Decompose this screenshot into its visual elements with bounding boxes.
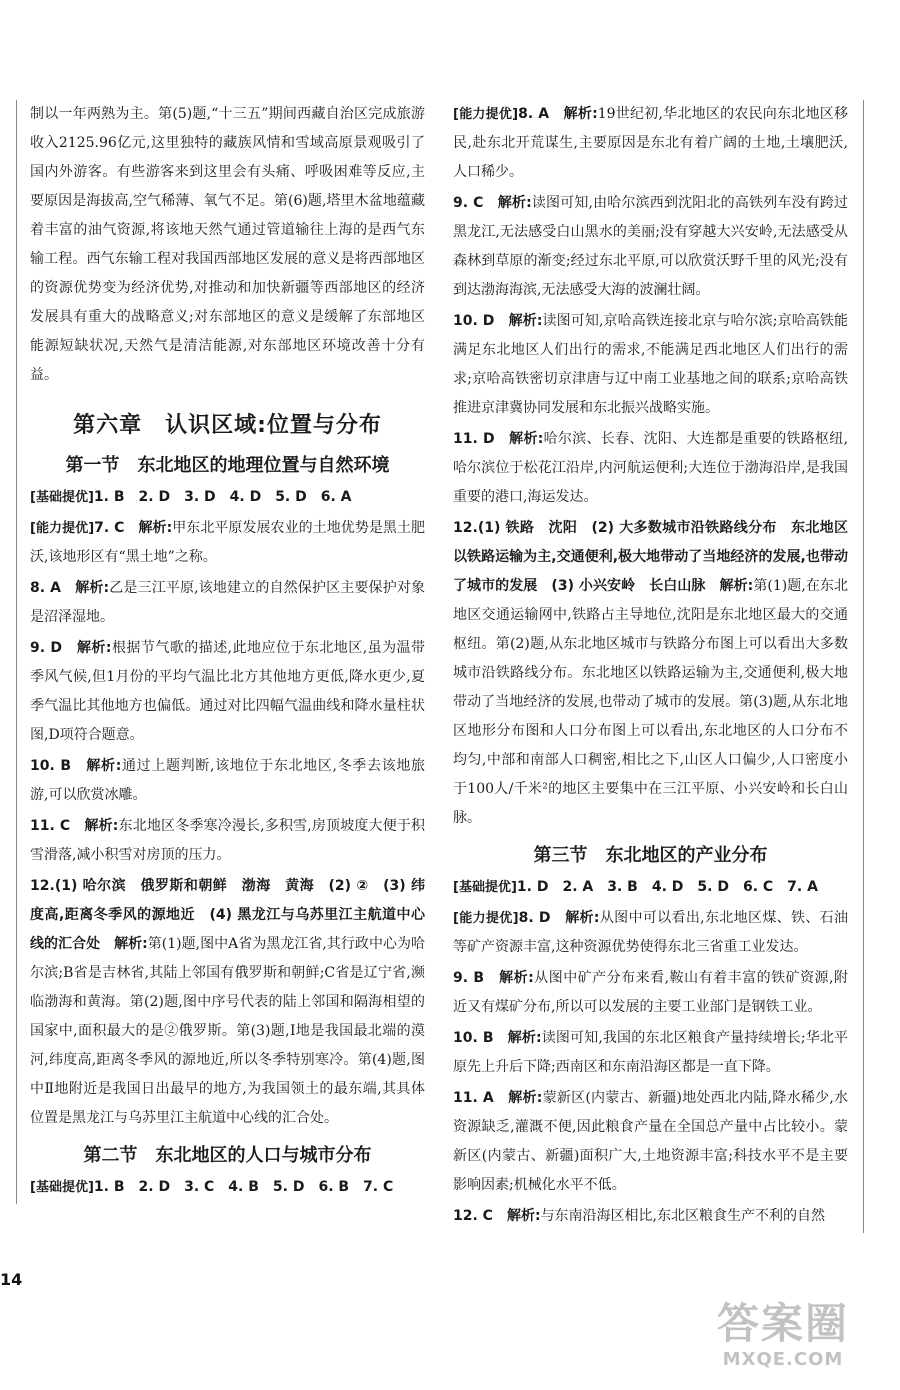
section-2-title: 第二节 东北地区的人口与城市分布: [83, 1145, 372, 1166]
section-1-title: 第一节 东北地区的地理位置与自然环境: [65, 455, 390, 476]
analysis-text: 通过上题判断,该地位于东北地区,冬季去该地旅游,可以欣赏冰雕。: [30, 758, 425, 803]
s1-basic-answers: [30, 483, 425, 512]
analysis-label: 解析:: [508, 313, 543, 329]
analysis-label: 解析:: [84, 818, 119, 834]
basic-tag: [ 基础提优 ]: [453, 880, 517, 895]
s3-question-9: [453, 964, 848, 1022]
question-number: 10. B: [453, 1030, 494, 1046]
section-3-title: 第三节 东北地区的产业分布: [533, 845, 768, 866]
s2-basic-answers: [30, 1173, 425, 1202]
analysis-text: 哈尔滨、长春、沈阳、大连都是重要的铁路枢纽,哈尔滨位于松花江沿岸,内河航运便利;大连位于渤海沿岸,是我国重要的港口,海运发达。: [453, 431, 849, 505]
ability-tag: [ 能力提优 ]: [453, 107, 518, 122]
s1-question-9: [30, 634, 425, 750]
s2-question-11: [453, 425, 848, 512]
analysis-text: 19世纪初,华北地区的农民向东北地区移民,赴东北开荒谋生,主要原因是东北有着广阔的土地,土壤肥沃,人口稀少。: [453, 106, 848, 180]
analysis-text: 甲东北平原发展农业的土地优势是黑土肥沃,该地形区有“黑土地”之称。: [30, 520, 426, 565]
question-number: 8. A: [518, 106, 550, 122]
question-number: 12. C: [453, 1208, 493, 1224]
s1-question-8: [30, 574, 425, 632]
analysis-label: 解析:: [509, 431, 544, 447]
s2-question-10: [453, 307, 848, 423]
question-number: 11. D: [453, 431, 495, 447]
question-number: 8. A: [30, 580, 61, 596]
analysis-text: 读图可知,京哈高铁连接北京与哈尔滨;京哈高铁能满足东北地区人们出行的需求,不能满足西北地区人们出行的需求;京哈高铁密切京津唐与辽中南工业基地之间的联系;京哈高铁推进京津冀协同发展和东北振兴战略实施。: [453, 313, 849, 416]
analysis-label: 解析:: [499, 970, 534, 986]
s2-question-8: [453, 100, 848, 187]
answer-list: 1. D 2. A 3. B 4. D 5. D 6. C 7. A: [516, 879, 818, 895]
s3-question-12: [453, 1202, 848, 1231]
question-number: 9. C: [453, 195, 484, 211]
analysis-label: 解析:: [563, 106, 598, 122]
question-number: 11. C: [30, 818, 71, 834]
question-number: 10. D: [453, 313, 495, 329]
analysis-text: 读图可知,由哈尔滨西到沈阳北的高铁列车没有跨过黑龙江,无法感受白山黑水的美丽;没有穿越大兴安岭,无法感受从森林到草原的渐变;经过东北平原,可以欣赏沃野千里的风光;没有到达渤海海滨,无法感受大海的波澜壮阔。: [453, 195, 848, 298]
analysis-text: 与东南沿海区相比,东北区粮食生产不利的自然: [540, 1208, 826, 1224]
analysis-text: 第(1)题,在东北地区交通运输网中,铁路占主导地位,沈阳是东北地区最大的交通枢纽。第(2)题,从东北地区城市与铁路分布图上可以看出大多数城市沿铁路线分布。东北地区以铁路运输为主,交通便利,极大地带动了当地经济的发展,也带动了城市的发展。第(3)题,从东北地区地形分布图和人口分布图上可以看出,东北地区的人口分布不均匀,中部和南部人口稠密,相比之下,山区人口偏少,人口密度小于100人/千米²的地区主要集中在三江平原、小兴安岭和长白山脉。: [453, 578, 848, 826]
ability-tag: [ 能力提优 ]: [30, 521, 94, 536]
question-number: 12.: [30, 878, 55, 894]
question-number: 9. B: [453, 970, 485, 986]
watermark-chinese: 答案圈: [716, 1299, 849, 1348]
right-column: [453, 100, 848, 1233]
basic-tag: [ 基础提优 ]: [30, 490, 94, 505]
s2-question-9: [453, 189, 848, 305]
chapter-title: 第六章 认识区域:位置与分布: [73, 413, 382, 438]
s2-question-12: [453, 514, 848, 833]
question-number: 9. D: [30, 640, 63, 656]
analysis-label: 解析:: [565, 910, 600, 926]
question-number: 8. D: [518, 910, 551, 926]
question-number: 10. B: [30, 758, 72, 774]
question-number: 12.: [453, 520, 478, 536]
analysis-text: 乙是三江平原,该地建立的自然保护区主要保护对象是沼泽湿地。: [30, 580, 425, 625]
s3-question-8: [453, 904, 848, 962]
s3-question-11: [453, 1084, 848, 1200]
watermark-logo: [688, 1300, 878, 1380]
analysis-label: 解析:: [506, 1208, 541, 1224]
analysis-label: 解析:: [76, 640, 112, 656]
analysis-label: 解析:: [719, 578, 754, 594]
basic-tag: [ 基础提优 ]: [30, 1180, 94, 1195]
analysis-text: 蒙新区(内蒙古、新疆)地处西北内陆,降水稀少,水资源缺乏,灌溉不便,因此粮食产量在全国总产量中占比较小。蒙新区(内蒙古、新疆)面积广大,土地资源丰富;科技水平不是主要影响因素;机械化水平不低。: [453, 1090, 849, 1193]
watermark-url: MXQE.COM: [722, 1349, 844, 1370]
question-number: 11. A: [453, 1090, 494, 1106]
intro-paragraph: 制以一年两熟为主。第(5)题,“十三五”期间西藏自治区完成旅游收入2125.96亿元,这里独特的藏族风情和雪域高原景观吸引了国内外游客。有些游客来到这里会有头痛、呼吸困难等反应,主要原因是海拔高,空气稀薄、氧气不足。第(6)题,塔里木盆地蕴藏着丰富的油气资源,将该地天然气通过管道输往上海的是西气东输工程。西气东输工程对我国西部地区发展的意义是将西部地区的资源优势变为经济优势,对推动和加快新疆等西部地区的经济发展具有重大的战略意义;对东部地区的意义是缓解了东部地区能源短缺状况,天然气是清洁能源,对东部地区环境改善十分有益。: [30, 106, 425, 383]
analysis-text: 读图可知,我国的东北区粮食产量持续增长;华北平原先上升后下降;西南区和东南沿海区都是一直下降。: [453, 1030, 848, 1075]
analysis-label: 解析:: [508, 1090, 543, 1106]
analysis-label: 解析:: [507, 1030, 542, 1046]
analysis-text: 第(1)题,图中A省为黑龙江省,其行政中心为哈尔滨;B省是吉林省,其陆上邻国有俄罗斯和朝鲜;C省是辽宁省,濒临渤海和黄海。第(2)题,图中序号代表的陆上邻国和隔海相望的国家中,面积最大的是②俄罗斯。第(3)题,Ⅰ地是我国最北端的漠河,纬度高,距离冬季风的源地近,所以冬季特别寒冷。第(4)题,图中Ⅱ地附近是我国日出最早的地方,为我国领土的最东端,其具体位置是黑龙江与乌苏里江主航道中心线的汇合处。: [30, 936, 426, 1126]
analysis-label: 解析:: [138, 520, 173, 536]
s1-question-11: [30, 812, 425, 870]
answer-list: 1. B 2. D 3. D 4. D 5. D 6. A: [93, 489, 352, 505]
analysis-label: 解析:: [114, 936, 148, 952]
s3-basic-answers: [453, 873, 848, 902]
ability-tag: [ 能力提优 ]: [453, 911, 519, 926]
s1-question-10: [30, 752, 425, 810]
analysis-label: 解析:: [497, 195, 532, 211]
answer-text: (1) 铁路 沈阳 (2) 大多数城市沿铁路线分布 东北地区以铁路运输为主,交通便利,极大地带动了当地经济的发展,也带动了城市的发展 (3) 小兴安岭 长白山脉: [453, 520, 848, 594]
analysis-label: 解析:: [86, 758, 122, 774]
analysis-label: 解析:: [75, 580, 110, 596]
page-number: 14: [0, 1270, 23, 1289]
analysis-text: 从图中矿产分布来看,鞍山有着丰富的铁矿资源,附近又有煤矿分布,所以可以发展的主要工业部门是钢铁工业。: [453, 970, 848, 1015]
s1-question-12: [30, 872, 425, 1133]
answer-text: (1) 哈尔滨 俄罗斯和朝鲜 渤海 黄海 (2) ② (3) 纬度高,距离冬季风的源地近 (4) 黑龙江与乌苏里江主航道中心线的汇合处: [30, 878, 425, 952]
analysis-text: 根据节气歌的描述,此地应位于东北地区,虽为温带季风气候,但1月份的平均气温比北方其他地方更低,降水更少,夏季气温比其他地方也偏低。通过对比四幅气温曲线和降水量柱状图,D项符合题意。: [30, 640, 426, 743]
s3-question-10: [453, 1024, 848, 1082]
analysis-text: 东北地区冬季寒冷漫长,多积雪,房顶坡度大便于积雪滑落,减小积雪对房顶的压力。: [30, 818, 426, 863]
s1-question-7: [30, 514, 425, 572]
analysis-text: 从图中可以看出,东北地区煤、铁、石油等矿产资源丰富,这种资源优势使得东北三省重工业发达。: [453, 910, 849, 955]
question-number: 7. C: [94, 520, 125, 536]
left-column: [30, 100, 425, 1204]
answer-list: 1. B 2. D 3. C 4. B 5. D 6. B 7. C: [93, 1179, 394, 1195]
